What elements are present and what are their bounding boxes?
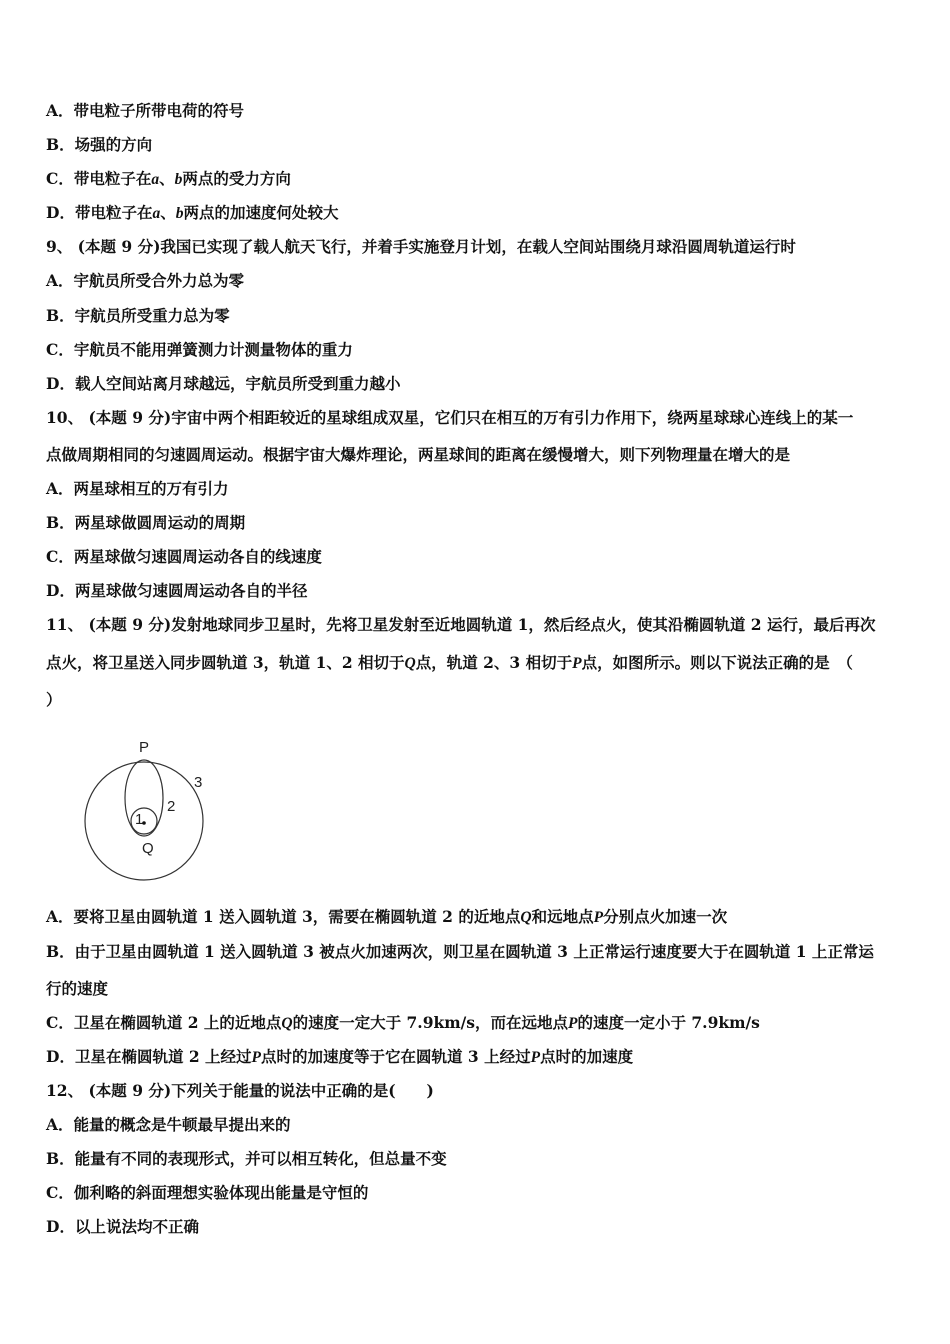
q8-option-b: B．场强的方向 [46, 135, 153, 154]
q11-option-d [46, 1047, 633, 1068]
var-b: b [174, 171, 183, 188]
q10-option-b: B．两星球做圆周运动的周期 [46, 513, 246, 532]
var-b: b [175, 205, 184, 222]
text: 点时的加速度 [540, 1047, 634, 1066]
var-p: P [251, 1049, 261, 1066]
text: A．要将卫星由圆轨道 1 送入圆轨道 3，需要在椭圆轨道 2 的近地点 [46, 907, 521, 926]
text: 两点的受力方向 [182, 169, 291, 188]
q9-option-a: A．宇航员所受合外力总为零 [46, 271, 245, 290]
q11-option-b-line2: 行的速度 [46, 979, 109, 998]
label-q: Q [142, 840, 154, 857]
q10-option-a: A．两星球相互的万有引力 [46, 479, 229, 498]
text: 点，轨道 2、3 相切于 [415, 653, 573, 672]
var-p: P [530, 1049, 541, 1066]
label-3: 3 [194, 774, 203, 791]
q9-option-d: D．载人空间站离月球越远，宇航员所受到重力越小 [46, 374, 401, 393]
q9-stem: 9、 (本题 9 分)我国已实现了载人航天飞行，并着手实施登月计划，在载人空间站围绕月球沿圆周轨道运行时 [46, 237, 796, 256]
orbit-svg [80, 735, 220, 885]
var-a: a [151, 171, 160, 188]
text: 两点的加速度何处较大 [183, 203, 339, 222]
q11-stem-line2 [46, 653, 853, 674]
var-q: Q [404, 655, 416, 672]
q8-option-a: A．带电粒子所带电荷的符号 [46, 101, 245, 120]
q8-option-c [46, 169, 291, 190]
q11-stem-line3: ） [46, 690, 62, 709]
q10-stem-line1: 10、 (本题 9 分)宇宙中两个相距较近的星球组成双星，它们只在相互的万有引力作用下，绕两星球球心连线上的某一 [46, 408, 854, 427]
text: 的速度一定大于 7.9km/s，而在远地点 [292, 1013, 569, 1032]
orbit-diagram [80, 735, 220, 885]
q9-option-c: C．宇航员不能用弹簧测力计测量物体的重力 [46, 340, 353, 359]
text: D．卫星在椭圆轨道 2 上经过 [46, 1047, 252, 1066]
q12-option-a: A．能量的概念是牛顿最早提出来的 [46, 1115, 291, 1134]
q12-option-d: D．以上说法均不正确 [46, 1217, 199, 1236]
q11-option-c [46, 1013, 760, 1034]
var-p: P [593, 909, 604, 926]
q10-option-c: C．两星球做匀速圆周运动各自的线速度 [46, 547, 322, 566]
q11-option-a [46, 907, 727, 928]
q9-option-b: B．宇航员所受重力总为零 [46, 306, 230, 325]
text: C．带电粒子在 [46, 169, 152, 188]
q12-option-c: C．伽利略的斜面理想实验体现出能量是守恒的 [46, 1183, 369, 1202]
var-a: a [152, 205, 161, 222]
q11-stem-line1: 11、 (本题 9 分)发射地球同步卫星时，先将卫星发射至近地圆轨道 1，然后经点火，使其沿椭圆轨道 2 运行，最后再次 [46, 615, 876, 634]
label-p: P [139, 739, 150, 756]
var-q: Q [520, 909, 532, 926]
var-p: P [572, 655, 582, 672]
text: 和远地点 [531, 907, 594, 926]
q12-stem: 12、 (本题 9 分)下列关于能量的说法中正确的是( ) [46, 1081, 434, 1100]
var-q: Q [281, 1015, 293, 1032]
text: 分别点火加速一次 [603, 907, 728, 926]
q11-option-b-line1: B．由于卫星由圆轨道 1 送入圆轨道 3 被点火加速两次，则卫星在圆轨道 3 上正常运行速度要大于在圆轨道 1 上正常运 [46, 942, 874, 961]
q10-stem-line2: 点做周期相同的匀速圆周运动。根据宇宙大爆炸理论，两星球间的距离在缓慢增大，则下列物理量在增大的是 [46, 445, 791, 464]
q10-option-d: D．两星球做匀速圆周运动各自的半径 [46, 581, 308, 600]
text: 、 [160, 203, 176, 222]
text: C．卫星在椭圆轨道 2 上的近地点 [46, 1013, 282, 1032]
text: D．带电粒子在 [46, 203, 153, 222]
text: 点火，将卫星送入同步圆轨道 3，轨道 1、2 相切于 [46, 653, 405, 672]
q8-option-d [46, 203, 338, 224]
text: 点，如图所示。则以下说法正确的是 （ [581, 653, 853, 672]
label-1: 1 [135, 811, 144, 828]
label-2: 2 [167, 798, 176, 815]
orbit-3-circle [85, 762, 203, 880]
text: 的速度一定小于 7.9km/s [577, 1013, 760, 1032]
text: 点时的加速度等于它在圆轨道 3 上经过 [261, 1047, 531, 1066]
q12-option-b: B．能量有不同的表现形式，并可以相互转化，但总量不变 [46, 1149, 447, 1168]
text: 、 [159, 169, 175, 188]
var-p: P [568, 1015, 578, 1032]
